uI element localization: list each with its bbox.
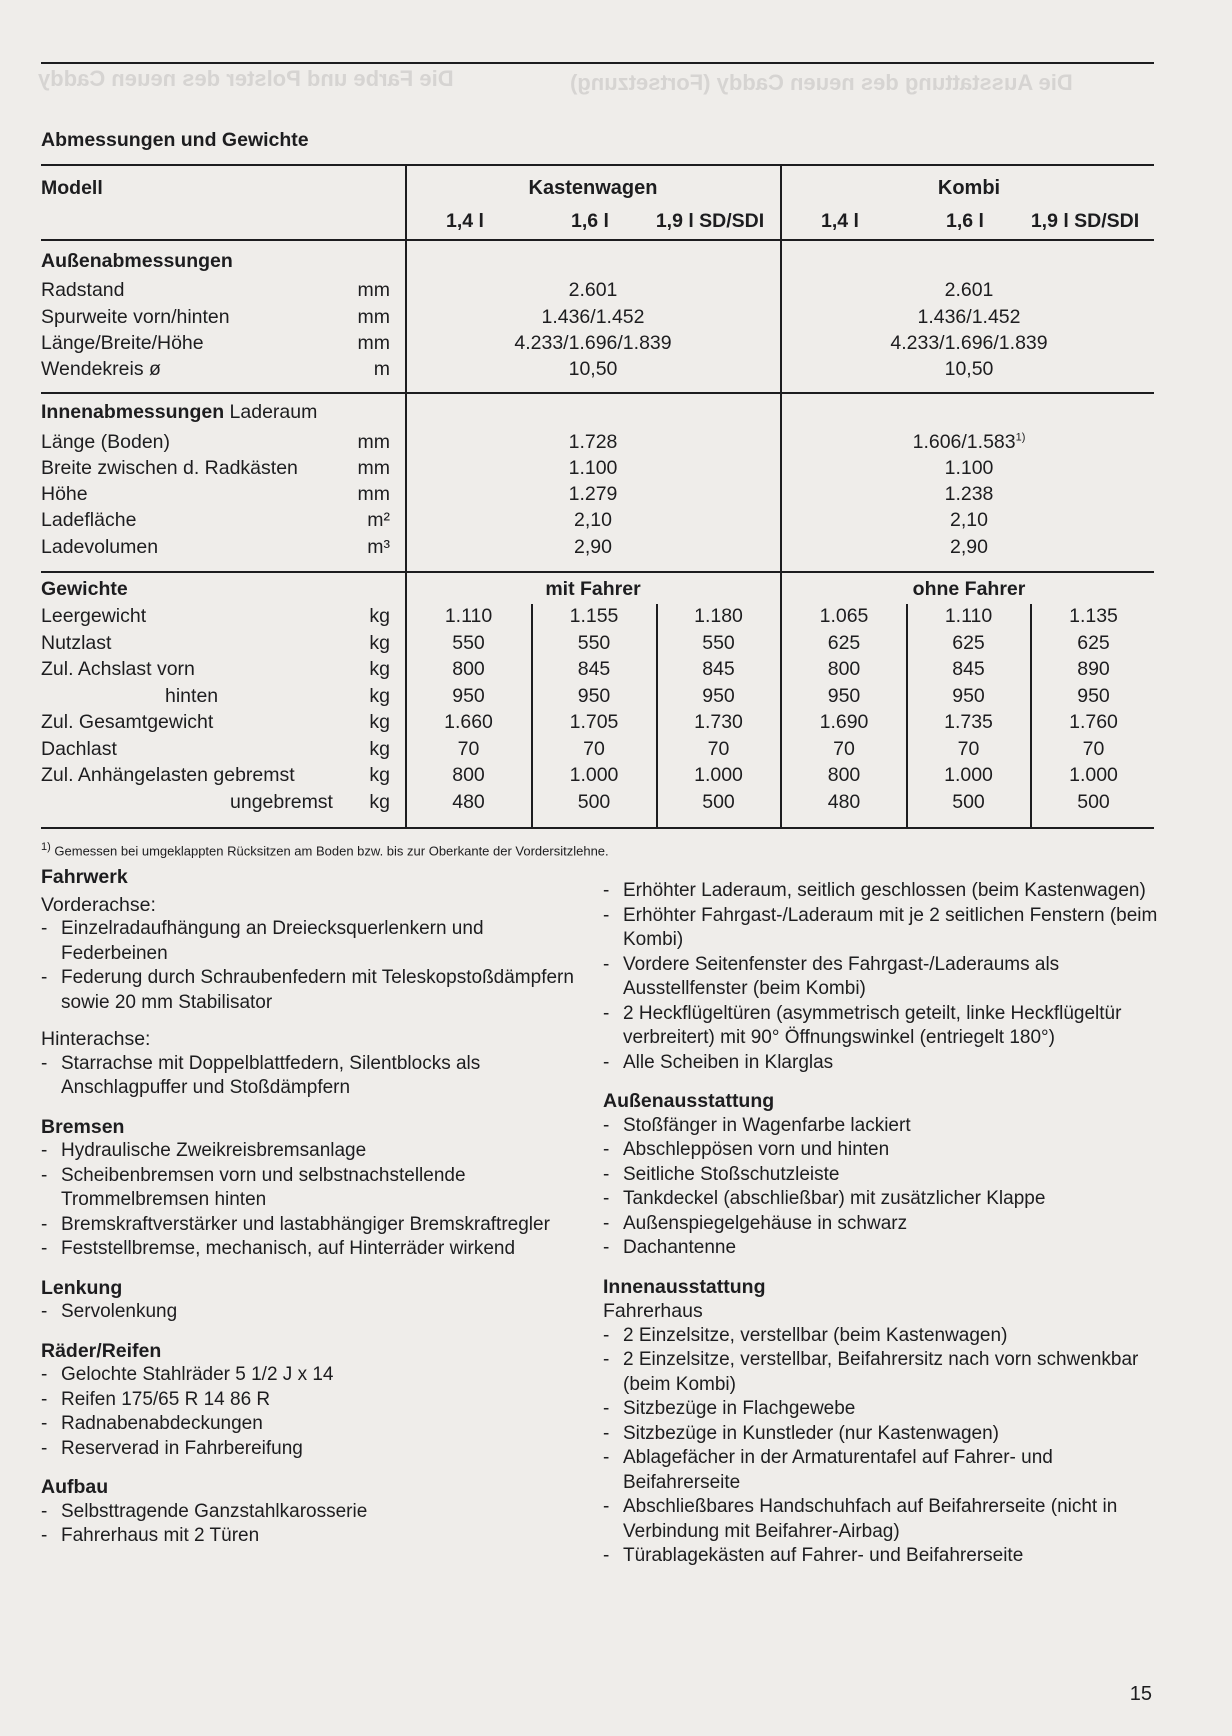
group-kombi: Kombi [937, 177, 1001, 199]
weight-cell: 1.730 [694, 711, 743, 733]
heading-raeder-reifen: Räder/Reifen [41, 1339, 162, 1362]
list-item: - Abschleppösen vorn und hinten [603, 1138, 1163, 1163]
weight-cell: 1.065 [819, 605, 869, 627]
row-label: Ladevolumen [41, 536, 159, 558]
cell-kastenwagen: 1.436/1.452 [541, 306, 645, 328]
heading-bremsen: Bremsen [41, 1115, 125, 1138]
row-label: Zul. Achslast vorn [41, 658, 195, 680]
list-item: - Alle Scheiben in Klarglas [603, 1051, 1163, 1076]
row-label: Zul. Gesamtgewicht [41, 711, 214, 733]
weight-cell: 1.110 [444, 605, 493, 627]
list-item: - Selbsttragende Ganzstahlkarosserie [41, 1500, 581, 1525]
list-item: - Starrachse mit Doppelblattfedern, Silentblocks als Anschlagpuffer und Stoßdämpfern [41, 1052, 581, 1101]
list-item: - Vordere Seitenfenster des Fahrgast-/Laderaums als Ausstellfenster (beim Kombi) [603, 953, 1163, 1002]
weight-cell: 1.660 [444, 711, 493, 733]
ghost-heading-right: Die Ausstattung des neuen Caddy (Fortsetzung) [570, 70, 1073, 95]
top-rule [41, 62, 1154, 64]
model-label: Modell [41, 177, 103, 199]
weight-cell: 845 [702, 658, 735, 680]
row-label: Nutzlast [41, 631, 112, 654]
weight-cell: 70 [707, 737, 730, 760]
weight-cell: 70 [957, 737, 980, 760]
weight-cell: 70 [1082, 737, 1105, 760]
row-label: ungebremst [230, 790, 333, 813]
row-unit: mm [357, 332, 390, 354]
weight-cell: 500 [952, 790, 985, 813]
list-vorderachse [41, 917, 581, 1015]
weight-cell: 950 [452, 684, 485, 707]
list-item: - 2 Einzelsitze, verstellbar (beim Kastenwagen) [603, 1324, 1163, 1349]
row-unit: kg [369, 605, 390, 627]
weight-cell: 800 [452, 658, 485, 680]
heading-fahrwerk: Fahrwerk [41, 866, 128, 888]
list-item: - Federung durch Schraubenfedern mit Teleskopstoßdämpfern sowie 20 mm Stabilisator [41, 966, 581, 1015]
header-mit-fahrer: mit Fahrer [545, 578, 641, 600]
row-unit: mm [357, 431, 390, 453]
list-raeder [41, 1363, 581, 1461]
list-item: - Ablagefächer in der Armaturentafel auf Fahrer- und Beifahrerseite [603, 1446, 1163, 1495]
section-innenabmessungen [41, 401, 317, 424]
section-innenabmessungen-bold: Innenabmessungen [41, 401, 225, 423]
heading-lenkung: Lenkung [41, 1276, 123, 1299]
row-label: Zul. Anhängelasten gebremst [41, 764, 295, 786]
weight-cell: 625 [952, 631, 985, 654]
list-item: - Türablagekästen auf Fahrer- und Beifahrerseite [603, 1544, 1163, 1569]
row-label: Breite zwischen d. Radkästen [41, 457, 298, 479]
list-item: - Sitzbezüge in Flachgewebe [603, 1397, 1163, 1422]
cell-kombi-value: 1.606/1.583 [912, 431, 1016, 453]
weight-cell: 70 [583, 737, 605, 760]
footnote-mark: 1) [41, 841, 51, 853]
table-rule [41, 392, 1154, 394]
heading-aufbau: Aufbau [41, 1476, 109, 1498]
weight-cell: 800 [452, 764, 485, 786]
heading-aussenausstattung: Außenausstattung [603, 1090, 775, 1112]
row-unit: kg [369, 711, 390, 733]
list-item: - Einzelradaufhängung an Dreiecksquerlenkern und Federbeinen [41, 917, 581, 966]
engine-header: 1,6 l [571, 210, 609, 232]
cell-kastenwagen: 1.100 [568, 457, 618, 479]
weight-cell: 550 [577, 631, 611, 654]
list-item: - Stoßfänger in Wagenfarbe lackiert [603, 1114, 1163, 1139]
list-item: - Außenspiegelgehäuse in schwarz [603, 1212, 1163, 1237]
list-item: - Hydraulische Zweikreisbremsanlage [41, 1139, 581, 1164]
weight-cell: 1.690 [819, 711, 869, 733]
weight-cell: 70 [833, 737, 855, 760]
table-bottom-rule [41, 827, 1154, 829]
heading-innenausstattung: Innenausstattung [603, 1275, 766, 1298]
list-item: - Bremskraftverstärker und lastabhängiger Bremskraftregler [41, 1213, 581, 1238]
cell-kombi: 2,90 [950, 536, 988, 558]
row-label: Ladefläche [41, 509, 137, 531]
row-label: Länge/Breite/Höhe [41, 332, 204, 354]
row-unit: m³ [367, 536, 390, 558]
row-label: Wendekreis ø [41, 358, 161, 380]
list-hinterachse [41, 1052, 581, 1101]
list-item: - 2 Einzelsitze, verstellbar, Beifahrersitz nach vorn schwenkbar (beim Kombi) [603, 1348, 1163, 1397]
engine-header: 1,9 l SD/SDI [655, 210, 765, 232]
list-aussenausstattung [603, 1114, 1163, 1261]
list-item: - Fahrerhaus mit 2 Türen [41, 1524, 581, 1549]
group-kastenwagen: Kastenwagen [528, 177, 658, 199]
row-unit: mm [357, 306, 390, 328]
cell-kombi: 4.233/1.696/1.839 [890, 332, 1048, 354]
weight-cell: 500 [577, 790, 611, 813]
weight-cell: 550 [452, 631, 485, 654]
weight-cell: 1.000 [1069, 764, 1118, 786]
cell-kastenwagen: 10,50 [568, 358, 618, 380]
subheading-vorderachse: Vorderachse: [41, 893, 156, 916]
list-item: - Dachantenne [603, 1236, 1163, 1261]
cell-kombi [782, 431, 1156, 454]
row-unit: mm [357, 279, 390, 301]
row-unit: mm [357, 457, 390, 479]
page-number: 15 [1129, 1683, 1152, 1705]
row-label: Höhe [41, 483, 88, 505]
weight-cell: 1.135 [1069, 605, 1118, 627]
section-aussenabmessungen: Außenabmessungen [41, 250, 233, 272]
row-unit: kg [369, 631, 390, 654]
list-item: - Gelochte Stahlräder 5 1/2 J x 14 [41, 1363, 581, 1388]
cell-kastenwagen: 2,90 [574, 536, 612, 558]
weight-cell: 1.760 [1069, 711, 1118, 733]
ghost-heading-left: Die Farbe und Polster des neuen Caddy [38, 66, 454, 91]
weight-cell: 950 [702, 684, 735, 707]
weight-cell: 845 [952, 658, 985, 680]
weight-cell: 480 [452, 790, 485, 813]
list-aufbau-fortsetzung [603, 879, 1163, 1075]
list-item: - Radnabenabdeckungen [41, 1412, 581, 1437]
row-label: Leergewicht [41, 605, 147, 627]
weight-cell: 1.705 [569, 711, 619, 733]
list-item: - Erhöhter Fahrgast-/Laderaum mit je 2 seitlichen Fenstern (beim Kombi) [603, 904, 1163, 953]
left-column [41, 865, 581, 1549]
subheading-hinterachse: Hinterachse: [41, 1028, 151, 1050]
engine-header: 1,4 l [446, 210, 484, 232]
table-title: Abmessungen und Gewichte [41, 129, 309, 151]
weight-cell: 950 [1077, 684, 1110, 707]
weight-cell: 950 [952, 684, 985, 707]
row-unit: kg [369, 737, 390, 760]
list-aufbau [41, 1500, 581, 1549]
table-rule [41, 571, 1154, 573]
weight-cell: 800 [827, 658, 861, 680]
row-label: Dachlast [41, 737, 117, 760]
weight-cell: 480 [827, 790, 861, 813]
weight-cell: 550 [702, 631, 735, 654]
row-label: hinten [165, 684, 219, 707]
table-header-rule [41, 164, 1154, 166]
weight-cell: 500 [702, 790, 735, 813]
cell-kastenwagen: 1.728 [568, 431, 618, 453]
list-lenkung [41, 1300, 581, 1325]
cell-kombi: 2,10 [950, 509, 988, 531]
section-gewichte: Gewichte [41, 578, 128, 600]
weight-cell: 890 [1077, 658, 1110, 680]
right-column [603, 879, 1163, 1569]
list-item: - Servolenkung [41, 1300, 581, 1325]
cell-kombi: 10,50 [944, 358, 994, 380]
weight-cell: 950 [827, 684, 861, 707]
list-bremsen [41, 1139, 581, 1262]
weight-cell: 625 [1077, 631, 1110, 654]
row-unit: mm [357, 483, 390, 505]
row-unit: m² [367, 509, 390, 531]
list-item: - Reifen 175/65 R 14 86 R [41, 1388, 581, 1413]
footnote-text: Gemessen bei umgeklappten Rücksitzen am Boden bzw. bis zur Oberkante der Vordersitzlehne. [54, 843, 609, 859]
cell-kastenwagen: 1.279 [568, 483, 618, 505]
weight-cell: 70 [457, 737, 480, 760]
subheading-fahrerhaus: Fahrerhaus [603, 1300, 703, 1322]
weight-cell: 500 [1077, 790, 1110, 813]
footnote-ref: 1) [1015, 431, 1026, 444]
weight-cell: 950 [577, 684, 611, 707]
engine-header: 1,9 l SD/SDI [1030, 210, 1140, 232]
row-unit: kg [369, 790, 390, 813]
list-item: - Abschließbares Handschuhfach auf Beifahrerseite (nicht in Verbindung mit Beifahrer-Airbag) [603, 1495, 1163, 1544]
cell-kastenwagen: 2.601 [568, 279, 618, 301]
engine-header: 1,4 l [821, 210, 859, 232]
row-label: Spurweite vorn/hinten [41, 306, 230, 328]
weight-cell: 1.000 [944, 764, 993, 786]
row-label: Radstand [41, 279, 125, 301]
cell-kombi: 2.601 [944, 279, 994, 301]
list-item: - 2 Heckflügeltüren (asymmetrisch geteilt, linke Heckflügeltür verbreitert) mit 90° Öffnungswinkel (entriegelt 180°) [603, 1002, 1163, 1051]
row-unit: kg [369, 684, 390, 707]
weight-cell: 1.180 [694, 605, 743, 627]
cell-kastenwagen: 2,10 [574, 509, 612, 531]
weight-cell: 1.155 [569, 605, 619, 627]
weight-cell: 800 [827, 764, 861, 786]
weight-cell: 845 [577, 658, 611, 680]
list-item: - Erhöhter Laderaum, seitlich geschlossen (beim Kastenwagen) [603, 879, 1163, 904]
list-item: - Feststellbremse, mechanisch, auf Hinterräder wirkend [41, 1237, 581, 1262]
table-rule [41, 239, 1154, 241]
weight-cell: 1.735 [944, 711, 993, 733]
cell-kombi: 1.100 [944, 457, 994, 479]
header-ohne-fahrer: ohne Fahrer [912, 578, 1026, 600]
list-item: - Sitzbezüge in Kunstleder (nur Kastenwagen) [603, 1422, 1163, 1447]
list-innenausstattung [603, 1324, 1163, 1569]
weight-cell: 1.000 [694, 764, 743, 786]
list-item: - Seitliche Stoßschutzleiste [603, 1163, 1163, 1188]
cell-kombi: 1.238 [944, 483, 994, 505]
list-item: - Reserverad in Fahrbereifung [41, 1437, 581, 1462]
row-label: Länge (Boden) [41, 431, 171, 453]
weight-cell: 1.110 [944, 605, 993, 627]
cell-kastenwagen: 4.233/1.696/1.839 [514, 332, 672, 354]
weight-cell: 1.000 [569, 764, 619, 786]
engine-header: 1,6 l [946, 210, 984, 232]
list-item: - Tankdeckel (abschließbar) mit zusätzlicher Klappe [603, 1187, 1163, 1212]
cell-kombi: 1.436/1.452 [917, 306, 1021, 328]
row-unit: kg [369, 764, 390, 786]
footnote [41, 841, 609, 858]
row-unit: kg [369, 658, 390, 680]
section-innenabmessungen-rest: Laderaum [224, 401, 318, 423]
list-item: - Scheibenbremsen vorn und selbstnachstellende Trommelbremsen hinten [41, 1164, 581, 1213]
row-unit: m [373, 358, 390, 380]
weight-cell: 625 [827, 631, 861, 654]
